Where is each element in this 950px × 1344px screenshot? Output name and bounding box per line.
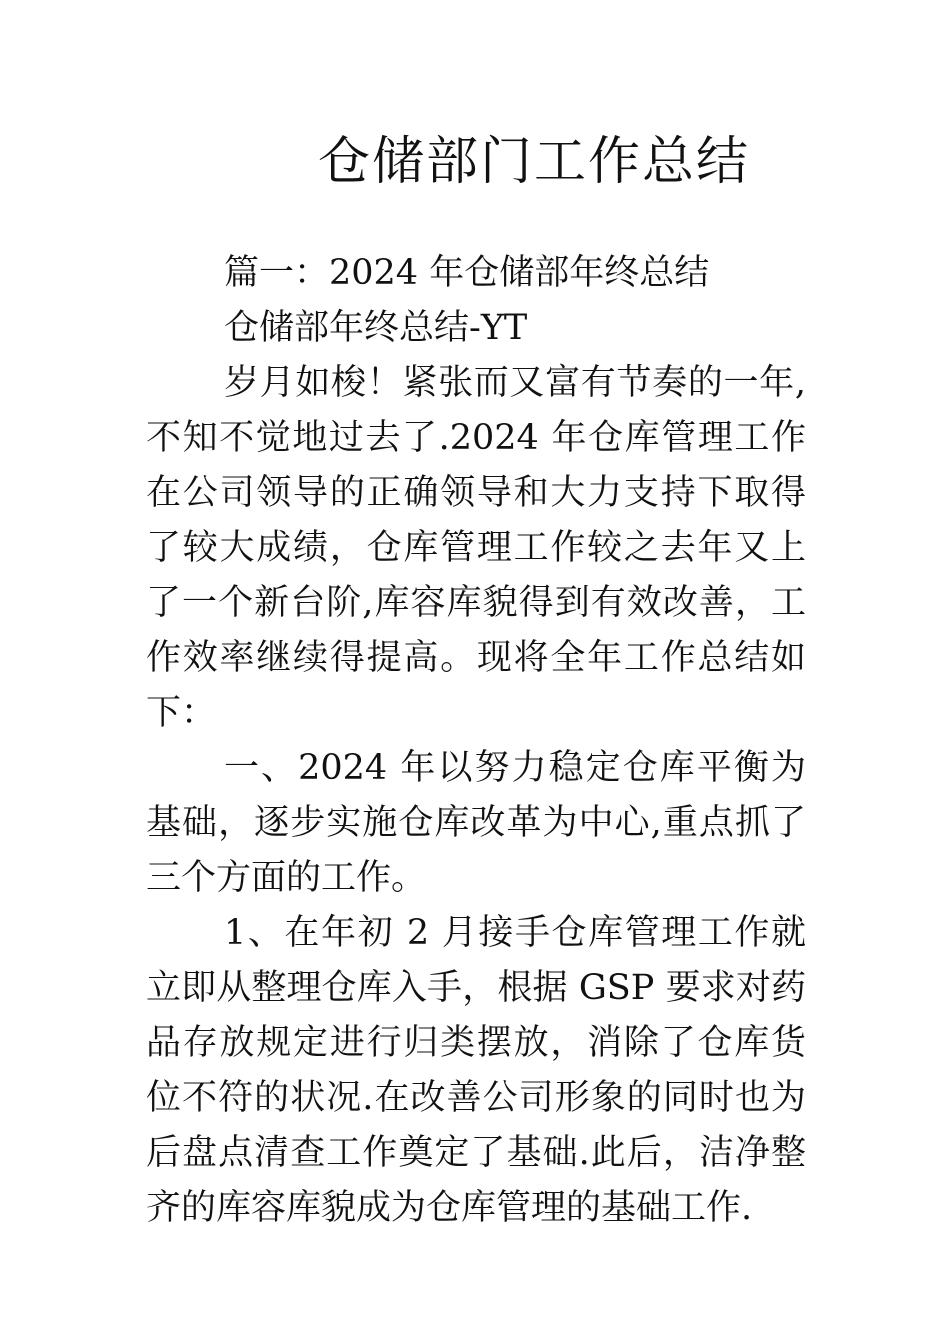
- body-paragraph: 岁月如梭！紧张而又富有节奏的一年,不知不觉地过去了.2024 年仓库管理工作在公司领导的正确领导和大力支持下取得了较大成绩，仓库管理工作较之去年又上了一个新台阶,库容库貌得到有效改善，工作效率继续得提高。现将全年工作总结如下：: [146, 363, 806, 733]
- document-body: [146, 246, 806, 1236]
- section-heading: 篇一：2024 年仓储部年终总结: [224, 253, 710, 293]
- body-paragraph: 1、在年初 2 月接手仓库管理工作就立即从整理仓库入手，根据 GSP 要求对药品存放规定进行归类摆放，消除了仓库货位不符的状况.在改善公司形象的同时也为后盘点清查工作奠定了基础.此后，洁净整齐的库容库貌成为仓库管理的基础工作.: [146, 913, 806, 1228]
- subsection-heading: 仓储部年终总结-YT: [224, 308, 528, 348]
- document-title: 仓储部门工作总结: [318, 132, 751, 192]
- body-paragraph: 一、2024 年以努力稳定仓库平衡为基础，逐步实施仓库改革为中心,重点抓了三个方面的工作。: [146, 748, 806, 898]
